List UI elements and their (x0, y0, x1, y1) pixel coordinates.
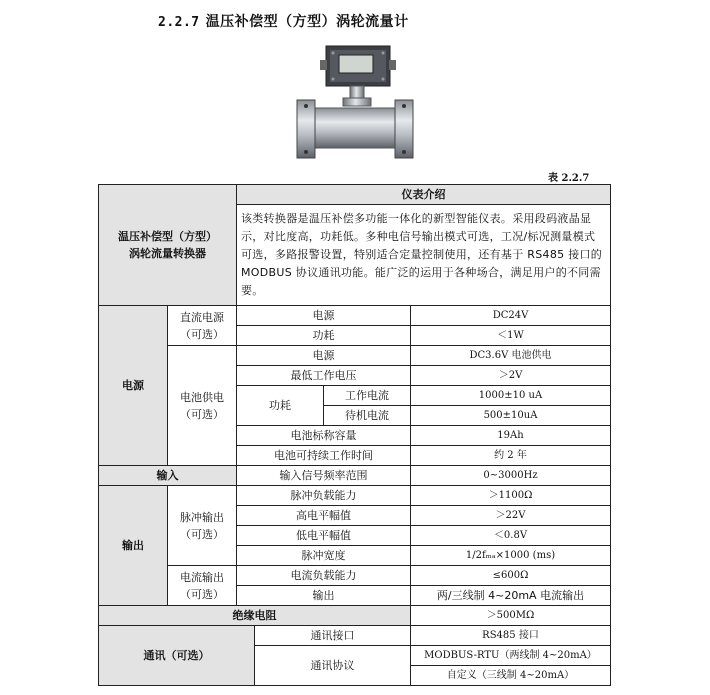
comm-interface-name: 通讯接口 (255, 626, 411, 646)
current-output-name: 输出 (237, 586, 411, 606)
pulse-output-line1: 脉冲输出 (180, 510, 224, 524)
battery-power-line2: （可选） (180, 407, 224, 421)
comm-protocol-name: 通讯协议 (255, 646, 411, 686)
table-row (99, 626, 611, 646)
low-level-name: 低电平幅值 (237, 526, 411, 546)
table-row (99, 486, 611, 506)
high-level-name: 高电平幅值 (237, 506, 411, 526)
table-row (99, 606, 611, 626)
section-number: 2.2.7 (158, 15, 200, 30)
output-label: 输出 (99, 486, 168, 606)
duration-name: 电池可持续工作时间 (237, 446, 411, 466)
battery-source-value: DC3.6V 电池供电 (411, 346, 611, 366)
pulse-width-name: 脉冲宽度 (237, 546, 411, 566)
product-name-line1: 温压补偿型（方型） (118, 230, 217, 243)
standby-current-name: 待机电流 (324, 406, 411, 426)
table-caption: 表 2.2.7 (548, 173, 590, 184)
current-output-line2: （可选） (180, 587, 224, 601)
insulation-label: 绝缘电阻 (99, 606, 411, 626)
comm-label: 通讯（可选） (99, 626, 255, 686)
standby-current-value: 500±10uA (411, 406, 611, 426)
table-row (99, 346, 611, 366)
high-level-value: ＞22V (411, 506, 611, 526)
current-output-value: 两/三线制 4~20mA 电流输出 (411, 586, 611, 606)
pulse-width-value: 1/2fₘₐ×1000 (ms) (411, 546, 611, 566)
flowmeter-image (293, 44, 417, 172)
product-name-line2: 涡轮流量转换器 (129, 247, 206, 260)
pulse-load-name: 脉冲负载能力 (237, 486, 411, 506)
comm-protocol-value-1: MODBUS-RTU（两线制 4~20mA） (411, 646, 611, 666)
min-voltage-name: 最低工作电压 (237, 366, 411, 386)
duration-value: 约 2 年 (411, 446, 611, 466)
input-name: 输入信号频率范围 (237, 466, 411, 486)
current-output-cell (168, 566, 237, 606)
description-text: 该类转换器是温压补偿多功能一体化的新型智能仪表。采用段码液晶显示，对比度高，功耗低。多种电信号输出模式可选，工况/标况测量模式可选，多路报警设置，特别适合定量控制使用，还有基于 RS485 接口的 MODBUS 协议通讯功能。能广泛的运用于各种场合，满足用户的不同需要。 (237, 205, 611, 306)
table-row (99, 466, 611, 486)
pulse-load-value: ＞1100Ω (411, 486, 611, 506)
table-row (99, 566, 611, 586)
battery-source-name: 电源 (237, 346, 411, 366)
dc-voltage-name: 电源 (237, 306, 411, 326)
input-value: 0~3000Hz (411, 466, 611, 486)
pulse-output-line2: （可选） (180, 527, 224, 541)
current-output-line1: 电流输出 (180, 570, 224, 584)
intro-header: 仪表介绍 (237, 185, 611, 205)
section-title: 温压补偿型（方型）涡轮流量计 (205, 14, 409, 30)
dc-consumption-name: 功耗 (237, 326, 411, 346)
dc-power-cell (168, 306, 237, 346)
spec-table (98, 184, 611, 686)
pulse-output-cell (168, 486, 237, 566)
section-heading (158, 11, 409, 31)
dc-consumption-value: ＜1W (411, 326, 611, 346)
dc-power-line1: 直流电源 (180, 310, 224, 324)
working-current-value: 1000±10 uA (411, 386, 611, 406)
consumption-label: 功耗 (237, 386, 324, 426)
dc-voltage-value: DC24V (411, 306, 611, 326)
current-load-value: ≤600Ω (411, 566, 611, 586)
intro-header-row (99, 185, 611, 205)
comm-interface-value: RS485 接口 (411, 626, 611, 646)
capacity-name: 电池标称容量 (237, 426, 411, 446)
comm-protocol-value-2: 自定义（三线制 4~20mA） (411, 666, 611, 686)
working-current-name: 工作电流 (324, 386, 411, 406)
capacity-value: 19Ah (411, 426, 611, 446)
power-label: 电源 (99, 306, 168, 466)
low-level-value: ＜0.8V (411, 526, 611, 546)
product-name-cell (99, 185, 237, 306)
battery-power-cell (168, 346, 237, 466)
table-row (99, 306, 611, 326)
dc-power-line2: （可选） (180, 327, 224, 341)
current-load-name: 电流负载能力 (237, 566, 411, 586)
input-label: 输入 (99, 466, 237, 486)
battery-power-line1: 电池供电 (180, 390, 224, 404)
min-voltage-value: ＞2V (411, 366, 611, 386)
insulation-value: ＞500MΩ (411, 606, 611, 626)
